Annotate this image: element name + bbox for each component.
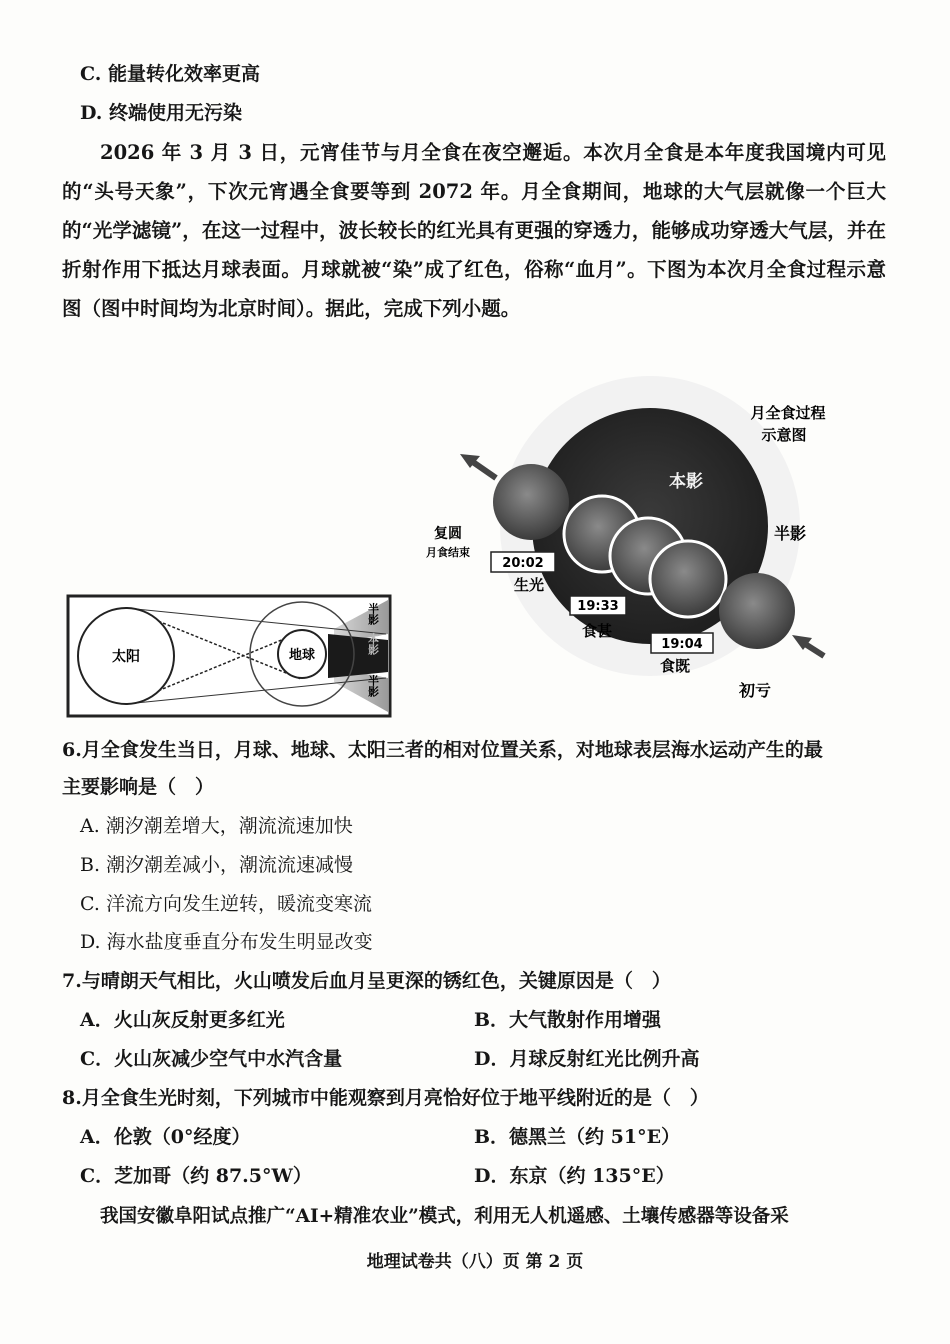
q8-option-b: B．德黑兰（约 51°E） xyxy=(474,1126,681,1148)
page-footer: 地理试卷共（八）页 第 2 页 xyxy=(366,1252,584,1272)
penumbra-top-label: 半影 xyxy=(366,603,380,625)
earth-label: 地球 xyxy=(288,648,316,663)
q6-option-d: D. 海水盐度垂直分布发生明显改变 xyxy=(80,931,373,953)
q6-option-a: A. 潮汐潮差增大，潮流流速加快 xyxy=(80,815,353,837)
q6-stem-line1: 6.月全食发生当日，月球、地球、太阳三者的相对位置关系，对地球表层海水运动产生的最 xyxy=(62,739,823,761)
sun-label: 太阳 xyxy=(112,649,140,665)
q7-option-c: C．火山灰减少空气中水汽含量 xyxy=(80,1048,343,1070)
q8-option-d: D．东京（约 135°E） xyxy=(474,1165,675,1187)
umbra-label: 本影 xyxy=(669,472,703,492)
arrow-exit-icon xyxy=(460,454,496,478)
q7-option-a: A．火山灰反射更多红光 xyxy=(80,1009,285,1031)
time-shishen: 19:33 xyxy=(577,599,619,614)
q6-stem-line2: 主要影响是（ ） xyxy=(62,776,215,798)
q6-option-c: C. 洋流方向发生逆转，暖流变寒流 xyxy=(80,893,372,915)
time-shengguang: 20:02 xyxy=(502,556,544,571)
q8-stem: 8.月全食生光时刻，下列城市中能观察到月亮恰好位于地平线附近的是（ ） xyxy=(62,1087,709,1109)
umbra-label-left: 本影 xyxy=(366,633,380,655)
moon-fuyuan xyxy=(493,464,569,540)
figure-title-line2: 示意图 xyxy=(761,426,807,444)
passage-text: 2026 年 3 月 3 日，元宵佳节与月全食在夜空邂逅。本次月全食是本年度我国境内可见的“头号天象”，下次元宵遇全食要等到 2072 年。月全食期间，地球的大气层就像一个巨大的“光学滤镜”，在这一过程中，波长较长的红光具有更强的穿透力，能够成功穿透大气层，并在折射作用下抵达月球表面。月球就被“染”成了红色，俗称“血月”。下图为本次月全食过程示意图（图中时间均为北京时间）。据此，完成下列小题。 xyxy=(62,141,886,320)
option-d-prev: D. 终端使用无污染 xyxy=(80,102,243,124)
sun-earth-diagram xyxy=(66,594,392,718)
figure-title-line1: 月全食过程 xyxy=(750,404,826,422)
label-shiji: 食既 xyxy=(659,657,691,675)
lunar-eclipse-diagram xyxy=(418,376,838,706)
moon-shiji xyxy=(650,541,726,617)
fuyuan-label: 复圆 xyxy=(434,526,462,542)
next-passage-start: 我国安徽阜阳试点推广“AI+精准农业”模式，利用无人机遥感、土壤传感器等设备采 xyxy=(100,1206,789,1227)
label-chukui: 初亏 xyxy=(738,681,772,700)
arrow-enter-icon xyxy=(792,635,824,656)
q7-option-d: D．月球反射红光比例升高 xyxy=(474,1048,700,1070)
penumbra-label: 半影 xyxy=(773,524,807,543)
q7-option-b: B．大气散射作用增强 xyxy=(474,1009,662,1031)
q7-stem: 7.与晴朗天气相比，火山喷发后血月呈更深的锈红色，关键原因是（ ） xyxy=(62,970,671,992)
penumbra-bottom-label: 半影 xyxy=(366,675,380,697)
label-shishen: 食甚 xyxy=(581,622,613,640)
moon-chukui xyxy=(719,573,795,649)
time-shiji: 19:04 xyxy=(661,637,703,652)
q6-option-b: B. 潮汐潮差减小，潮流流速减慢 xyxy=(80,854,354,876)
label-shengguang: 生光 xyxy=(513,576,545,594)
q8-option-c: C．芝加哥（约 87.5°W） xyxy=(80,1165,312,1187)
option-c-prev: C. 能量转化效率更高 xyxy=(80,63,261,85)
q8-option-a: A．伦敦（0°经度） xyxy=(80,1126,251,1148)
eclipse-end-label: 月食结束 xyxy=(426,546,470,559)
